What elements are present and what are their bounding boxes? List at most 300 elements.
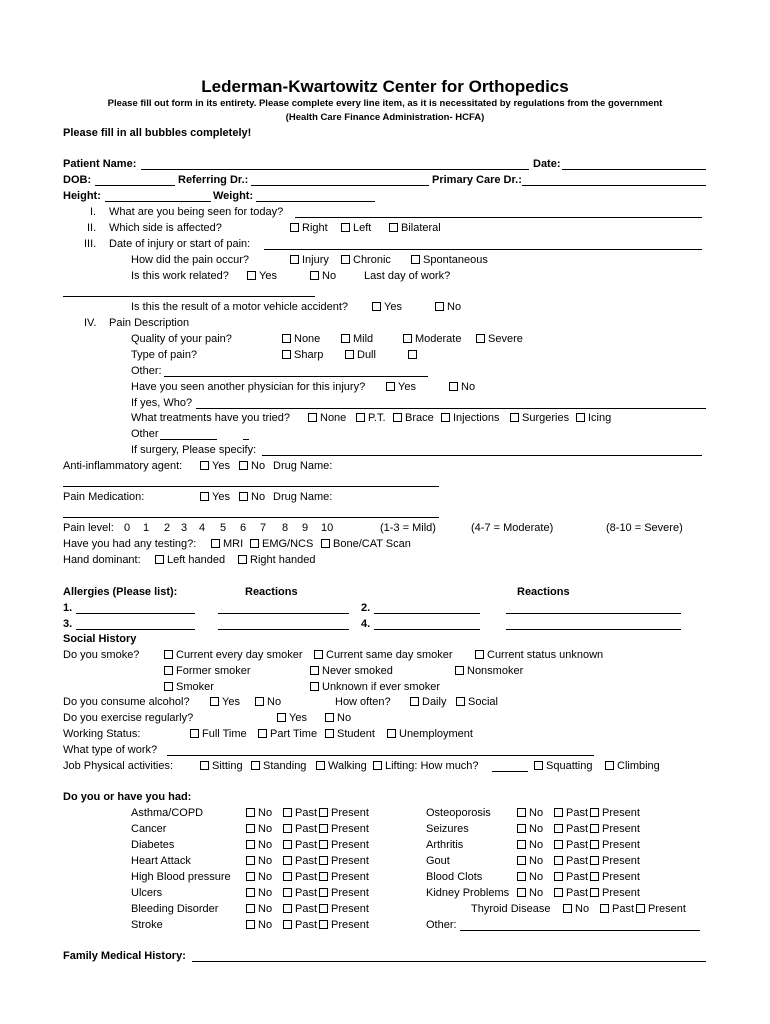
checkbox-icon [277,713,286,722]
checkbox-icon [517,888,526,897]
condition-label: Osteoporosis [426,807,491,819]
checkbox-icon [319,872,328,881]
anti-inflammatory-drug-field[interactable] [63,486,439,487]
weight-field[interactable] [256,201,375,202]
physician-label: Have you seen another physician for this injury? [131,381,366,393]
smoke-current-same[interactable]: Current same day smoker [314,648,453,662]
type-label: Type of pain? [131,349,198,361]
alcohol-social[interactable]: Social [456,695,498,709]
left-handed-option[interactable]: Left handed [155,553,225,567]
condition-present-option[interactable]: Present [319,854,369,868]
work-related-no[interactable]: No [310,269,336,283]
pain-level-9[interactable]: 9 [302,522,309,534]
condition-past-option[interactable]: Past [554,870,588,884]
checkbox-icon [590,856,599,865]
checkbox-icon [325,713,334,722]
reaction-2-field[interactable] [506,613,681,614]
condition-no-option[interactable]: No [246,822,272,836]
side-right-option[interactable]: Right [290,221,328,235]
smoke-smoker[interactable]: Smoker [164,680,214,694]
checkbox-icon [246,888,255,897]
condition-past-option[interactable]: Past [283,806,317,820]
condition-past-option[interactable]: Past [283,838,317,852]
checkbox-icon [319,888,328,897]
checkbox-icon [247,271,256,280]
condition-no-option[interactable]: No [517,822,543,836]
mva-yes[interactable]: Yes [372,300,402,314]
surgery-specify-field[interactable] [262,455,702,456]
allergies-label: Allergies (Please list): [63,586,178,598]
pain-level-2[interactable]: 2 [164,522,171,534]
smoke-nonsmoker[interactable]: Nonsmoker [455,664,523,678]
checkbox-icon [476,334,485,343]
pain-level-6[interactable]: 6 [240,522,247,534]
checkbox-icon [605,761,614,770]
primary-care-field[interactable] [522,185,706,186]
height-field[interactable] [105,201,211,202]
working-part-time[interactable]: Part Time [258,727,317,741]
allergy-1-number: 1. [63,602,73,614]
condition-present-option[interactable]: Present [590,886,640,900]
checkbox-icon [210,697,219,706]
condition-no-option[interactable]: No [517,870,543,884]
testing-label: Have you had any testing?: [63,538,197,550]
checkbox-icon [283,808,292,817]
checkbox-icon [319,920,328,929]
allergy-4-number: 4. [361,618,371,630]
medical-history-heading: Do you or have you had: [63,791,192,803]
checkbox-icon [441,413,450,422]
pain-medication-no[interactable]: No [239,490,265,504]
other-condition-label: Other: [426,919,457,931]
checkbox-icon [563,904,572,913]
smoke-label: Do you smoke? [63,649,140,661]
pain-medication-drug-field[interactable] [63,517,439,518]
checkbox-icon [239,492,248,501]
condition-present-option[interactable]: Present [319,870,369,884]
checkbox-icon [246,872,255,881]
checkbox-icon [636,904,645,913]
quality-none[interactable]: None [282,332,320,346]
checkbox-icon [319,904,328,913]
pain-medication-drug-label: Drug Name: [273,491,333,503]
checkbox-icon [590,840,599,849]
quality-severe[interactable]: Severe [476,332,523,346]
treatment-none[interactable]: None [308,411,346,425]
type-blank[interactable] [408,348,420,362]
condition-label: Cancer [131,823,167,835]
condition-no-option[interactable]: No [517,854,543,868]
activity-standing[interactable]: Standing [251,759,306,773]
family-history-field[interactable] [192,961,706,962]
checkbox-icon [246,824,255,833]
side-left-option[interactable]: Left [341,221,371,235]
pain-level-3[interactable]: 3 [181,522,188,534]
patient-name-field[interactable] [141,169,529,170]
checkbox-icon [319,824,328,833]
referring-dr-field[interactable] [251,185,429,186]
checkbox-icon [251,761,260,770]
checkbox-icon [389,223,398,232]
moderate-range-label: (4-7 = Moderate) [471,522,554,534]
q3-number: III. [84,238,97,250]
patient-name-label: Patient Name: [63,158,137,170]
checkbox-icon [319,808,328,817]
spontaneous-option[interactable]: Spontaneous [411,253,488,267]
injury-option[interactable]: Injury [290,253,329,267]
reaction-3-field[interactable] [218,629,349,630]
mva-no[interactable]: No [435,300,461,314]
checkbox-icon [517,808,526,817]
condition-label: Arthritis [426,839,464,851]
work-related-yes[interactable]: Yes [247,269,277,283]
testing-bone[interactable]: Bone/CAT Scan [321,537,411,551]
condition-present-option[interactable]: Present [636,902,686,916]
pain-occur-label: How did the pain occur? [131,254,250,266]
dob-field[interactable] [95,185,175,186]
activity-lifting[interactable]: Lifting: How much? [373,759,479,773]
checkbox-icon [554,872,563,881]
last-day-label: Last day of work? [364,270,451,282]
exercise-no[interactable]: No [325,711,351,725]
q2-number: II. [87,222,97,234]
condition-past-option[interactable]: Past [554,886,588,900]
reaction-1-field[interactable] [218,613,349,614]
alcohol-no[interactable]: No [255,695,281,709]
condition-no-option[interactable]: No [246,870,272,884]
lifting-amount-field[interactable] [492,771,528,772]
pain-medication-label: Pain Medication: [63,491,145,503]
allergy-3-number: 3. [63,618,73,630]
severe-range-label: (8-10 = Severe) [606,522,683,534]
last-day-field[interactable] [63,296,315,297]
smoke-current-unknown[interactable]: Current status unknown [475,648,603,662]
condition-past-option[interactable]: Past [600,902,634,916]
condition-present-option[interactable]: Present [319,902,369,916]
checkbox-icon [246,840,255,849]
q3-label: Date of injury or start of pain: [109,238,251,250]
pain-level-1[interactable]: 1 [143,522,150,534]
checkbox-icon [239,461,248,470]
surgery-specify-label: If surgery, Please specify: [131,444,257,456]
checkbox-icon [356,413,365,422]
checkbox-icon [319,840,328,849]
condition-no-option[interactable]: No [246,838,272,852]
condition-label: Bleeding Disorder [131,903,219,915]
q4-number: IV. [84,317,97,329]
other-condition-field[interactable] [460,930,700,931]
checkbox-icon [393,413,402,422]
condition-no-option[interactable]: No [563,902,589,916]
other-treatment-label: Other [131,428,159,440]
working-full-time[interactable]: Full Time [190,727,247,741]
activity-sitting[interactable]: Sitting [200,759,243,773]
mild-range-label: (1-3 = Mild) [380,522,436,534]
checkbox-icon [510,413,519,422]
checkbox-icon [341,255,350,264]
physician-no[interactable]: No [449,380,475,394]
type-dull[interactable]: Dull [345,348,376,362]
condition-present-option[interactable]: Present [590,870,640,884]
checkbox-icon [164,650,173,659]
q1-number: I. [90,206,97,218]
pain-level-7[interactable]: 7 [260,522,267,534]
smoke-unknown-ever[interactable]: Unknown if ever smoker [310,680,440,694]
alcohol-yes[interactable]: Yes [210,695,240,709]
chronic-option[interactable]: Chronic [341,253,391,267]
condition-past-option[interactable]: Past [554,822,588,836]
pain-medication-yes[interactable]: Yes [200,490,230,504]
date-field[interactable] [562,169,706,170]
checkbox-icon [372,302,381,311]
checkbox-icon [246,808,255,817]
condition-past-option[interactable]: Past [283,902,317,916]
checkbox-icon [283,920,292,929]
alcohol-label: Do you consume alcohol? [63,696,190,708]
checkbox-icon [373,761,382,770]
exercise-label: Do you exercise regularly? [63,712,194,724]
q3-field[interactable] [264,249,702,250]
smoke-never[interactable]: Never smoked [310,664,393,678]
checkbox-icon [435,302,444,311]
anti-inflammatory-label: Anti-inflammatory agent: [63,460,183,472]
allergy-2-number: 2. [361,602,371,614]
checkbox-icon [283,856,292,865]
condition-no-option[interactable]: No [246,806,272,820]
activity-squatting[interactable]: Squatting [534,759,592,773]
hand-dominant-label: Hand dominant: [63,554,141,566]
pain-level-0[interactable]: 0 [124,522,131,534]
condition-label: Heart Attack [131,855,191,867]
condition-label: Thyroid Disease [471,903,551,915]
work-type-label: What type of work? [63,744,158,756]
q1-label: What are you being seen for today? [109,206,284,218]
other-treatment-field[interactable] [160,439,217,440]
checkbox-icon [283,904,292,913]
checkbox-icon [341,334,350,343]
checkbox-icon [410,697,419,706]
condition-present-option[interactable]: Present [319,918,369,932]
work-type-field[interactable] [167,755,594,756]
checkbox-icon [590,824,599,833]
checkbox-icon [282,334,291,343]
if-yes-field[interactable] [196,408,706,409]
instructions-line-1: Please fill out form in its entirety. Please complete every line item, as it is necessitated by regulations from the government [107,98,663,109]
checkbox-icon [282,350,291,359]
condition-no-option[interactable]: No [246,918,272,932]
checkbox-icon [290,223,299,232]
page-title: Lederman-Kwartowitz Center for Orthopedics [201,77,569,96]
condition-present-option[interactable]: Present [319,838,369,852]
treatment-icing[interactable]: Icing [576,411,611,425]
checkbox-icon [238,555,247,564]
condition-label: Stroke [131,919,163,931]
checkbox-icon [310,271,319,280]
condition-present-option[interactable]: Present [319,886,369,900]
checkbox-icon [386,382,395,391]
condition-present-option[interactable]: Present [590,854,640,868]
checkbox-icon [517,824,526,833]
checkbox-icon [255,697,264,706]
checkbox-icon [590,872,599,881]
checkbox-icon [554,824,563,833]
condition-past-option[interactable]: Past [283,854,317,868]
condition-past-option[interactable]: Past [283,822,317,836]
social-history-heading: Social History [63,633,137,645]
working-student[interactable]: Student [325,727,375,741]
allergy-4-field[interactable] [374,629,480,630]
testing-mri[interactable]: MRI [211,537,243,551]
checkbox-icon [534,761,543,770]
condition-no-option[interactable]: No [246,886,272,900]
checkbox-icon [517,872,526,881]
activity-walking[interactable]: Walking [316,759,367,773]
condition-no-option[interactable]: No [517,838,543,852]
dob-label: DOB: [63,174,92,186]
pain-level-8[interactable]: 8 [282,522,289,534]
checkbox-icon [590,808,599,817]
quality-mild[interactable]: Mild [341,332,373,346]
allergy-1-field[interactable] [76,613,195,614]
condition-label: Blood Clots [426,871,483,883]
weight-label: Weight: [213,190,254,202]
anti-inflammatory-yes[interactable]: Yes [200,459,230,473]
type-sharp[interactable]: Sharp [282,348,323,362]
smoke-current-every[interactable]: Current every day smoker [164,648,303,662]
checkbox-icon [211,539,220,548]
treatment-pt[interactable]: P.T. [356,411,386,425]
checkbox-icon [590,888,599,897]
condition-no-option[interactable]: No [246,854,272,868]
checkbox-icon [319,856,328,865]
checkbox-icon [246,904,255,913]
anti-inflammatory-drug-label: Drug Name: [273,460,333,472]
side-bilateral-option[interactable]: Bilateral [389,221,441,235]
other-treatment-field-2[interactable] [243,439,249,440]
checkbox-icon [456,697,465,706]
condition-past-option[interactable]: Past [554,806,588,820]
condition-past-option[interactable]: Past [283,918,317,932]
checkbox-icon [316,761,325,770]
condition-label: Diabetes [131,839,175,851]
checkbox-icon [345,350,354,359]
mva-label: Is this the result of a motor vehicle accident? [131,301,349,313]
alcohol-daily[interactable]: Daily [410,695,446,709]
smoke-former[interactable]: Former smoker [164,664,251,678]
checkbox-icon [246,920,255,929]
physician-yes[interactable]: Yes [386,380,416,394]
checkbox-icon [164,666,173,675]
condition-no-option[interactable]: No [517,886,543,900]
family-history-label: Family Medical History: [63,950,186,962]
checkbox-icon [290,255,299,264]
checkbox-icon [449,382,458,391]
condition-present-option[interactable]: Present [590,806,640,820]
right-handed-option[interactable]: Right handed [238,553,315,567]
height-label: Height: [63,190,101,202]
condition-label: Asthma/COPD [131,807,204,819]
checkbox-icon [283,872,292,881]
checkbox-icon [200,492,209,501]
checkbox-icon [411,255,420,264]
condition-past-option[interactable]: Past [283,870,317,884]
checkbox-icon [517,856,526,865]
checkbox-icon [517,840,526,849]
primary-care-label: Primary Care Dr.: [432,174,522,186]
job-physical-label: Job Physical activities: [63,760,174,772]
condition-label: Kidney Problems [426,887,510,899]
how-often-label: How often? [335,696,391,708]
treatment-surgeries[interactable]: Surgeries [510,411,569,425]
condition-past-option[interactable]: Past [554,838,588,852]
work-related-label: Is this work related? [131,270,229,282]
condition-label: Gout [426,855,450,867]
checkbox-icon [403,334,412,343]
condition-no-option[interactable]: No [246,902,272,916]
pain-level-10[interactable]: 10 [321,522,334,534]
checkbox-icon [310,666,319,675]
other-field[interactable] [164,376,428,377]
checkbox-icon [283,840,292,849]
working-unemployment[interactable]: Unemployment [387,727,473,741]
checkbox-icon [200,461,209,470]
checkbox-icon [190,729,199,738]
q2-label: Which side is affected? [109,222,222,234]
condition-present-option[interactable]: Present [590,822,640,836]
if-yes-label: If yes, Who? [131,397,193,409]
q4-label: Pain Description [109,317,190,329]
reactions-label-1: Reactions [245,586,298,598]
treatment-brace[interactable]: Brace [393,411,434,425]
condition-label: Seizures [426,823,469,835]
checkbox-icon [258,729,267,738]
anti-inflammatory-no[interactable]: No [239,459,265,473]
bubbles-notice: Please fill in all bubbles completely! [63,127,252,139]
condition-present-option[interactable]: Present [590,838,640,852]
working-status-label: Working Status: [63,728,141,740]
condition-present-option[interactable]: Present [319,806,369,820]
treatment-injections[interactable]: Injections [441,411,499,425]
checkbox-icon [341,223,350,232]
checkbox-icon [408,350,417,359]
q1-field[interactable] [295,217,702,218]
condition-past-option[interactable]: Past [554,854,588,868]
quality-moderate[interactable]: Moderate [403,332,461,346]
allergy-2-field[interactable] [374,613,480,614]
checkbox-icon [576,413,585,422]
activity-climbing[interactable]: Climbing [605,759,660,773]
checkbox-icon [250,539,259,548]
checkbox-icon [554,840,563,849]
pain-level-4[interactable]: 4 [199,522,206,534]
condition-label: High Blood pressure [131,871,231,883]
reaction-4-field[interactable] [506,629,681,630]
testing-emg[interactable]: EMG/NCS [250,537,313,551]
checkbox-icon [554,808,563,817]
checkbox-icon [164,682,173,691]
exercise-yes[interactable]: Yes [277,711,307,725]
checkbox-icon [387,729,396,738]
pain-level-5[interactable]: 5 [220,522,227,534]
condition-no-option[interactable]: No [517,806,543,820]
checkbox-icon [283,824,292,833]
checkbox-icon [600,904,609,913]
treatments-label: What treatments have you tried? [131,412,290,424]
condition-past-option[interactable]: Past [283,886,317,900]
allergy-3-field[interactable] [76,629,195,630]
checkbox-icon [308,413,317,422]
condition-present-option[interactable]: Present [319,822,369,836]
